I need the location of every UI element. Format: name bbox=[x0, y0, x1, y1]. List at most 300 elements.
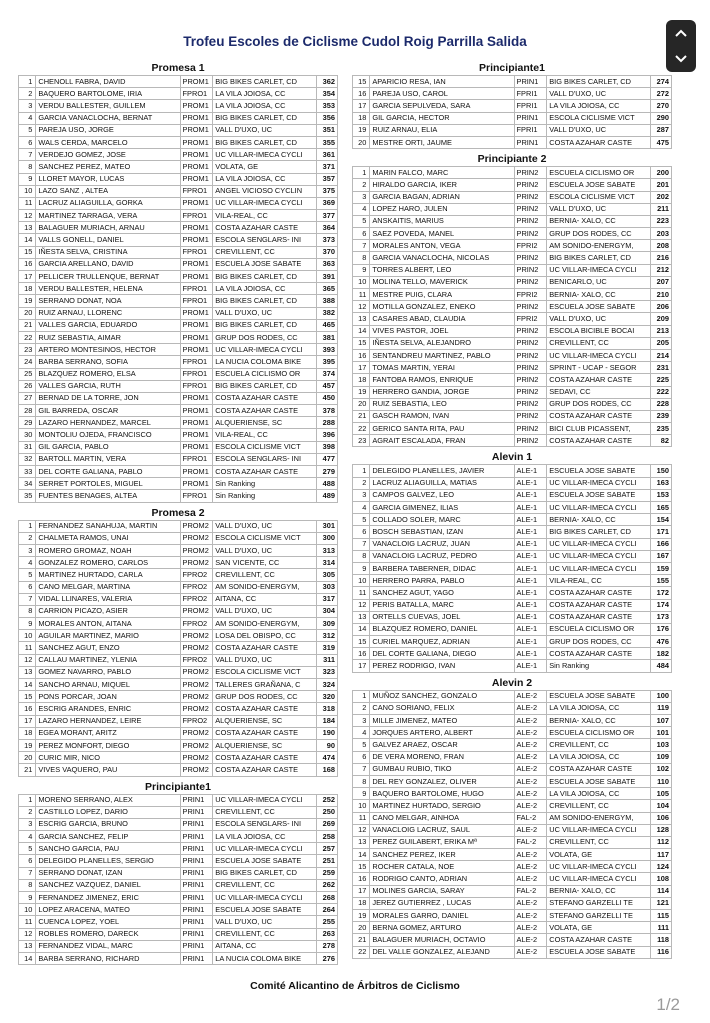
rider-name-cell: AGUILAR MARTINEZ, MARIO bbox=[36, 630, 180, 642]
bib-number-cell: 313 bbox=[316, 544, 338, 556]
position-cell: 6 bbox=[19, 136, 36, 148]
rider-name-cell: VIDAL LLINARES, VALERIA bbox=[36, 593, 180, 605]
rider-name-cell: GALVEZ ARAEZ, OSCAR bbox=[370, 739, 514, 751]
category-code-cell: PROM1 bbox=[180, 76, 213, 88]
bib-number-cell: 108 bbox=[650, 873, 672, 885]
table-row bbox=[19, 136, 338, 148]
bib-number-cell: 257 bbox=[316, 843, 338, 855]
rider-name-cell: DEL VALLE GONZALEZ, ALEJAND bbox=[370, 946, 514, 958]
bib-number-cell: 475 bbox=[650, 136, 672, 148]
position-cell: 13 bbox=[353, 836, 370, 848]
position-cell: 22 bbox=[353, 946, 370, 958]
table-row bbox=[353, 824, 672, 836]
rider-name-cell: MARTINEZ HURTADO, SERGIO bbox=[370, 800, 514, 812]
table-row bbox=[19, 149, 338, 161]
category-code-cell: ALE-1 bbox=[514, 477, 547, 489]
rider-name-cell: FUENTES BENAGES, ALTEA bbox=[36, 490, 180, 502]
rider-name-cell: LAZARO HERNANDEZ, LEIRE bbox=[36, 715, 180, 727]
club-cell: ESCUELA JOSE SABATE bbox=[547, 775, 650, 787]
club-cell: BERNIA- XALO, CC bbox=[547, 715, 650, 727]
club-cell: LA VILA JOIOSA, CC bbox=[547, 788, 650, 800]
table-row bbox=[19, 867, 338, 879]
club-cell: ANGEL VICIOSO CYCLIN bbox=[213, 185, 316, 197]
category-code-cell: PRIN2 bbox=[514, 325, 547, 337]
bib-number-cell: 155 bbox=[650, 575, 672, 587]
position-cell: 21 bbox=[19, 764, 36, 776]
position-cell: 7 bbox=[353, 763, 370, 775]
table-row bbox=[19, 952, 338, 964]
position-cell: 33 bbox=[19, 466, 36, 478]
position-cell: 16 bbox=[353, 648, 370, 660]
table-row bbox=[19, 855, 338, 867]
club-cell: UC VILLAR-IMECA CYCLI bbox=[547, 502, 650, 514]
table-row bbox=[19, 392, 338, 404]
category-code-cell: FPRI1 bbox=[514, 88, 547, 100]
category-title: Promesa 1 bbox=[151, 62, 205, 74]
bib-number-cell: 205 bbox=[650, 337, 672, 349]
table-row bbox=[353, 477, 672, 489]
rider-table bbox=[18, 75, 338, 503]
bib-number-cell: 391 bbox=[316, 271, 338, 283]
position-cell: 19 bbox=[19, 295, 36, 307]
club-cell: ALQUERIENSE, SC bbox=[213, 417, 316, 429]
bib-number-cell: 184 bbox=[316, 715, 338, 727]
rider-name-cell: ROMERO GROMAZ, NOAH bbox=[36, 544, 180, 556]
position-cell: 6 bbox=[19, 855, 36, 867]
club-cell: COSTA AZAHAR CASTE bbox=[213, 222, 316, 234]
bib-number-cell: 250 bbox=[316, 806, 338, 818]
rider-table bbox=[352, 166, 672, 447]
club-cell: ESCUELA JOSE SABATE bbox=[547, 489, 650, 501]
club-cell: LA VILA JOIOSA, CC bbox=[547, 702, 650, 714]
club-cell: ESCUELA CICLISMO OR bbox=[547, 167, 650, 179]
rider-name-cell: FANTOBA RAMOS, ENRIQUE bbox=[370, 374, 514, 386]
bib-number-cell: 167 bbox=[650, 550, 672, 562]
club-cell: AM SONIDO-ENERGYM, bbox=[213, 581, 316, 593]
position-cell: 34 bbox=[19, 478, 36, 490]
bib-number-cell: 371 bbox=[316, 161, 338, 173]
category-section bbox=[18, 507, 338, 777]
position-cell: 11 bbox=[19, 642, 36, 654]
club-cell: ESCOLA CICLISME VICT bbox=[213, 666, 316, 678]
rider-name-cell: PERIS BATALLA, MARC bbox=[370, 599, 514, 611]
club-cell: COSTA AZAHAR CASTE bbox=[547, 587, 650, 599]
bib-number-cell: 207 bbox=[650, 276, 672, 288]
position-cell: 32 bbox=[19, 453, 36, 465]
rider-name-cell: DELEGIDO PLANELLES, SERGIO bbox=[36, 855, 180, 867]
rider-name-cell: TORRES ALBERT, LEO bbox=[370, 264, 514, 276]
table-row bbox=[353, 690, 672, 702]
category-code-cell: ALE-1 bbox=[514, 575, 547, 587]
club-cell: VOLATA, GE bbox=[213, 161, 316, 173]
bib-number-cell: 374 bbox=[316, 368, 338, 380]
table-row bbox=[353, 836, 672, 848]
category-code-cell: FPRI2 bbox=[514, 289, 547, 301]
rider-name-cell: MORALES ANTON, AITANA bbox=[36, 618, 180, 630]
bib-number-cell: 225 bbox=[650, 374, 672, 386]
table-row bbox=[19, 100, 338, 112]
table-row bbox=[353, 587, 672, 599]
category-code-cell: ALE-1 bbox=[514, 550, 547, 562]
table-row bbox=[353, 386, 672, 398]
rider-name-cell: CANO SORIANO, FELIX bbox=[370, 702, 514, 714]
rider-name-cell: GARCIA VANACLOCHA, BERNAT bbox=[36, 112, 180, 124]
position-cell: 21 bbox=[353, 934, 370, 946]
rider-name-cell: PEREZ GUILABERT, ERIKA Mª bbox=[370, 836, 514, 848]
table-row bbox=[19, 429, 338, 441]
club-cell: VILA-REAL, CC bbox=[547, 575, 650, 587]
bib-number-cell: 457 bbox=[316, 380, 338, 392]
club-cell: UC VILLAR-IMECA CYCLI bbox=[213, 197, 316, 209]
club-cell: ESCOLA BICIBLE BOCAI bbox=[547, 325, 650, 337]
bib-number-cell: 314 bbox=[316, 557, 338, 569]
bib-number-cell: 101 bbox=[650, 727, 672, 739]
bib-number-cell: 223 bbox=[650, 215, 672, 227]
position-cell: 13 bbox=[19, 666, 36, 678]
bib-number-cell: 377 bbox=[316, 210, 338, 222]
table-row bbox=[19, 654, 338, 666]
rider-name-cell: GERICO SANTA RITA, PAU bbox=[370, 423, 514, 435]
page-indicator: 1/2 bbox=[656, 995, 680, 1014]
rider-table bbox=[352, 464, 672, 672]
table-row bbox=[353, 136, 672, 148]
bib-number-cell: 112 bbox=[650, 836, 672, 848]
category-code-cell: PRIN1 bbox=[180, 928, 213, 940]
table-row bbox=[353, 648, 672, 660]
rider-name-cell: SANCHO ARNAU, MIQUEL bbox=[36, 679, 180, 691]
category-code-cell: ALE-2 bbox=[514, 800, 547, 812]
table-row bbox=[353, 910, 672, 922]
bib-number-cell: 382 bbox=[316, 307, 338, 319]
position-cell: 8 bbox=[19, 879, 36, 891]
table-row bbox=[19, 356, 338, 368]
club-cell: VALL D'UXO, UC bbox=[213, 520, 316, 532]
category-code-cell: PROM1 bbox=[180, 197, 213, 209]
rider-name-cell: FERNANDEZ VIDAL, MARC bbox=[36, 940, 180, 952]
rider-name-cell: CURIC MIR, NICO bbox=[36, 752, 180, 764]
table-row bbox=[353, 812, 672, 824]
category-code-cell: PROM1 bbox=[180, 124, 213, 136]
position-cell: 8 bbox=[353, 252, 370, 264]
bib-number-cell: 121 bbox=[650, 897, 672, 909]
rider-name-cell: RODRIGO CANTO, ADRIAN bbox=[370, 873, 514, 885]
category-code-cell: PROM1 bbox=[180, 392, 213, 404]
table-row bbox=[19, 831, 338, 843]
rider-name-cell: PEREZ RODRIGO, IVAN bbox=[370, 660, 514, 672]
bib-number-cell: 270 bbox=[650, 100, 672, 112]
category-code-cell: ALE-2 bbox=[514, 763, 547, 775]
table-row bbox=[19, 879, 338, 891]
bib-number-cell: 373 bbox=[316, 234, 338, 246]
bib-number-cell: 165 bbox=[650, 502, 672, 514]
position-cell: 15 bbox=[353, 861, 370, 873]
rider-name-cell: CHENOLL FABRA, DAVID bbox=[36, 76, 180, 88]
club-cell: COSTA AZAHAR CASTE bbox=[213, 752, 316, 764]
rider-table bbox=[352, 75, 672, 149]
category-code-cell: PRIN2 bbox=[514, 203, 547, 215]
bib-number-cell: 287 bbox=[650, 124, 672, 136]
category-section bbox=[18, 781, 338, 966]
category-code-cell: FPRO2 bbox=[180, 569, 213, 581]
position-cell: 5 bbox=[353, 739, 370, 751]
club-cell: LOSA DEL OBISPO, CC bbox=[213, 630, 316, 642]
category-section bbox=[352, 677, 672, 959]
position-cell: 13 bbox=[19, 222, 36, 234]
table-row bbox=[19, 904, 338, 916]
category-code-cell: ALE-2 bbox=[514, 922, 547, 934]
rider-name-cell: RUIZ ARNAU, LLORENC bbox=[36, 307, 180, 319]
rider-name-cell: ESCRIG ARANDES, ENRIC bbox=[36, 703, 180, 715]
position-cell: 10 bbox=[353, 800, 370, 812]
table-row bbox=[19, 246, 338, 258]
bib-number-cell: 364 bbox=[316, 222, 338, 234]
table-row bbox=[19, 642, 338, 654]
rider-name-cell: APARICIO RESA, IAN bbox=[370, 76, 514, 88]
bib-number-cell: 182 bbox=[650, 648, 672, 660]
club-cell: LA VILA JOIOSA, CC bbox=[547, 751, 650, 763]
category-code-cell: PROM1 bbox=[180, 112, 213, 124]
club-cell: UC VILLAR-IMECA CYCLI bbox=[547, 824, 650, 836]
category-code-cell: PRIN1 bbox=[180, 940, 213, 952]
rider-name-cell: RUIZ SEBASTIA, AIMAR bbox=[36, 331, 180, 343]
club-cell: BERNIA- XALO, CC bbox=[547, 885, 650, 897]
bib-number-cell: 202 bbox=[650, 191, 672, 203]
rider-name-cell: BARBA SERRANO, SOFIA bbox=[36, 356, 180, 368]
club-cell: ESCUELA JOSE SABATE bbox=[547, 946, 650, 958]
bib-number-cell: 353 bbox=[316, 100, 338, 112]
table-row bbox=[19, 557, 338, 569]
rider-name-cell: DEL CORTE GALIANA, DIEGO bbox=[370, 648, 514, 660]
position-cell: 10 bbox=[353, 276, 370, 288]
table-row bbox=[353, 788, 672, 800]
position-cell: 3 bbox=[19, 544, 36, 556]
rider-name-cell: MESTRE ORTI, JAUME bbox=[370, 136, 514, 148]
bib-number-cell: 119 bbox=[650, 702, 672, 714]
table-row bbox=[19, 344, 338, 356]
table-row bbox=[19, 532, 338, 544]
table-row bbox=[19, 271, 338, 283]
rider-name-cell: BOSCH SEBASTIAN, IZAN bbox=[370, 526, 514, 538]
club-cell: UC VILLAR-IMECA CYCLI bbox=[213, 843, 316, 855]
bib-number-cell: 103 bbox=[650, 739, 672, 751]
category-title: Principiante1 bbox=[479, 62, 545, 74]
bib-number-cell: 263 bbox=[316, 928, 338, 940]
club-cell: GRUP DOS RODES, CC bbox=[547, 228, 650, 240]
position-cell: 17 bbox=[353, 362, 370, 374]
category-code-cell: ALE-1 bbox=[514, 514, 547, 526]
table-row bbox=[353, 897, 672, 909]
position-cell: 4 bbox=[19, 831, 36, 843]
table-row bbox=[353, 849, 672, 861]
position-cell: 13 bbox=[353, 611, 370, 623]
bib-number-cell: 309 bbox=[316, 618, 338, 630]
bib-number-cell: 111 bbox=[650, 922, 672, 934]
position-cell: 17 bbox=[353, 660, 370, 672]
rider-name-cell: SANCHEZ AGUT, ENZO bbox=[36, 642, 180, 654]
position-cell: 7 bbox=[19, 593, 36, 605]
club-cell: UC VILLAR-IMECA CYCLI bbox=[547, 538, 650, 550]
bib-number-cell: 110 bbox=[650, 775, 672, 787]
club-cell: BERNIA- XALO, CC bbox=[547, 289, 650, 301]
bib-number-cell: 201 bbox=[650, 179, 672, 191]
category-section bbox=[352, 451, 672, 672]
position-cell: 13 bbox=[19, 940, 36, 952]
position-cell: 17 bbox=[19, 715, 36, 727]
club-cell: TALLERES GRAÑANA, C bbox=[213, 679, 316, 691]
position-cell: 8 bbox=[353, 775, 370, 787]
position-cell: 9 bbox=[19, 618, 36, 630]
category-code-cell: ALE-2 bbox=[514, 861, 547, 873]
category-code-cell: PROM1 bbox=[180, 136, 213, 148]
club-cell: BIG BIKES CARLET, CD bbox=[547, 76, 650, 88]
rider-name-cell: ARTERO MONTESINOS, HECTOR bbox=[36, 344, 180, 356]
category-code-cell: ALE-1 bbox=[514, 465, 547, 477]
table-row bbox=[19, 283, 338, 295]
category-code-cell: ALE-1 bbox=[514, 526, 547, 538]
table-row bbox=[353, 751, 672, 763]
club-cell: LA VILA JOIOSA, CC bbox=[213, 831, 316, 843]
position-cell: 10 bbox=[353, 575, 370, 587]
bib-number-cell: 320 bbox=[316, 691, 338, 703]
bib-number-cell: 477 bbox=[316, 453, 338, 465]
table-row bbox=[19, 124, 338, 136]
category-code-cell: PROM1 bbox=[180, 161, 213, 173]
club-cell: ESCOLA CICLISME VICT bbox=[547, 191, 650, 203]
category-code-cell: ALE-1 bbox=[514, 648, 547, 660]
position-cell: 6 bbox=[353, 228, 370, 240]
category-code-cell: ALE-1 bbox=[514, 538, 547, 550]
club-cell: COSTA AZAHAR CASTE bbox=[547, 611, 650, 623]
position-cell: 30 bbox=[19, 429, 36, 441]
category-code-cell: PRIN2 bbox=[514, 167, 547, 179]
position-cell: 16 bbox=[19, 703, 36, 715]
bib-number-cell: 228 bbox=[650, 398, 672, 410]
rider-name-cell: MESTRE PUIG, CLARA bbox=[370, 289, 514, 301]
club-cell: VALL D'UXO, UC bbox=[213, 307, 316, 319]
bib-number-cell: 163 bbox=[650, 477, 672, 489]
bib-number-cell: 222 bbox=[650, 386, 672, 398]
table-row bbox=[19, 490, 338, 502]
rider-name-cell: SANCHEZ PEREZ, MATEO bbox=[36, 161, 180, 173]
table-row bbox=[353, 934, 672, 946]
club-cell: LA VILA JOIOSA, CC bbox=[213, 88, 316, 100]
category-code-cell: FPRO1 bbox=[180, 210, 213, 222]
rider-table bbox=[18, 520, 338, 777]
chevron-up-icon[interactable] bbox=[666, 20, 696, 46]
table-row bbox=[19, 185, 338, 197]
table-row bbox=[19, 76, 338, 88]
club-cell: UC VILLAR-IMECA CYCLI bbox=[213, 794, 316, 806]
position-cell: 7 bbox=[353, 538, 370, 550]
table-row bbox=[353, 349, 672, 361]
chevron-down-icon[interactable] bbox=[666, 46, 696, 72]
category-code-cell: PROM2 bbox=[180, 642, 213, 654]
position-cell: 10 bbox=[19, 185, 36, 197]
category-code-cell: PRIN2 bbox=[514, 374, 547, 386]
club-cell: AITANA, CC bbox=[213, 940, 316, 952]
rider-name-cell: MORENO SERRANO, ALEX bbox=[36, 794, 180, 806]
bib-number-cell: 488 bbox=[316, 478, 338, 490]
club-cell: ESCUELA CICLISMO OR bbox=[547, 727, 650, 739]
bib-number-cell: 116 bbox=[650, 946, 672, 958]
club-cell: STEFANO GARZELLI TE bbox=[547, 910, 650, 922]
position-cell: 20 bbox=[19, 752, 36, 764]
category-code-cell: PRIN2 bbox=[514, 191, 547, 203]
bib-number-cell: 311 bbox=[316, 654, 338, 666]
club-cell: ALQUERIENSE, SC bbox=[213, 739, 316, 751]
rider-name-cell: VANACLOIG LACRUZ, SAUL bbox=[370, 824, 514, 836]
bib-number-cell: 274 bbox=[650, 76, 672, 88]
rider-name-cell: SANCHEZ AGUT, YAGO bbox=[370, 587, 514, 599]
category-title: Alevin 1 bbox=[491, 451, 533, 464]
club-cell: GRUP DOS RODES, CC bbox=[213, 331, 316, 343]
rider-name-cell: MARTINEZ HURTADO, CARLA bbox=[36, 569, 180, 581]
club-cell: VALL D'UXO, UC bbox=[547, 203, 650, 215]
club-cell: BIG BIKES CARLET, CD bbox=[213, 319, 316, 331]
position-cell: 6 bbox=[19, 581, 36, 593]
position-cell: 3 bbox=[353, 191, 370, 203]
table-row bbox=[19, 916, 338, 928]
category-code-cell: PROM1 bbox=[180, 478, 213, 490]
club-cell: VALL D'UXO, UC bbox=[547, 124, 650, 136]
category-code-cell: PROM1 bbox=[180, 331, 213, 343]
table-row bbox=[353, 179, 672, 191]
bib-number-cell: 301 bbox=[316, 520, 338, 532]
position-cell: 2 bbox=[19, 806, 36, 818]
category-code-cell: FPRO1 bbox=[180, 246, 213, 258]
rider-name-cell: JEREZ GUTIERREZ , LUCAS bbox=[370, 897, 514, 909]
table-row bbox=[19, 112, 338, 124]
category-code-cell: PRIN1 bbox=[180, 916, 213, 928]
rider-name-cell: BARBERA TABERNER, DIDAC bbox=[370, 562, 514, 574]
club-cell: COSTA AZAHAR CASTE bbox=[547, 435, 650, 447]
rider-name-cell: GONZALEZ ROMERO, CARLOS bbox=[36, 557, 180, 569]
club-cell: GRUP DOS RODES, CC bbox=[547, 636, 650, 648]
table-row bbox=[353, 727, 672, 739]
table-row bbox=[19, 417, 338, 429]
rider-name-cell: DELEGIDO PLANELLES, JAVIER bbox=[370, 465, 514, 477]
club-cell: Sin Ranking bbox=[547, 660, 650, 672]
position-cell: 2 bbox=[19, 532, 36, 544]
category-code-cell: PRIN1 bbox=[180, 892, 213, 904]
category-code-cell: PRIN1 bbox=[180, 867, 213, 879]
club-cell: UC VILLAR-IMECA CYCLI bbox=[547, 550, 650, 562]
table-row bbox=[19, 794, 338, 806]
club-cell: ALQUERIENSE, SC bbox=[213, 715, 316, 727]
category-code-cell: PRIN1 bbox=[180, 843, 213, 855]
position-cell: 24 bbox=[19, 356, 36, 368]
rider-name-cell: MARIN FALCO, MARC bbox=[370, 167, 514, 179]
rider-name-cell: GARCIA BAGAN, ADRIAN bbox=[370, 191, 514, 203]
bib-number-cell: 190 bbox=[316, 727, 338, 739]
category-code-cell: ALE-1 bbox=[514, 611, 547, 623]
bib-number-cell: 388 bbox=[316, 295, 338, 307]
table-row bbox=[19, 569, 338, 581]
bib-number-cell: 276 bbox=[316, 952, 338, 964]
rider-name-cell: IÑESTA SELVA, CRISTINA bbox=[36, 246, 180, 258]
bib-number-cell: 213 bbox=[650, 325, 672, 337]
club-cell: VILA-REAL, CC bbox=[213, 429, 316, 441]
category-code-cell: PRIN2 bbox=[514, 215, 547, 227]
category-code-cell: FPRO1 bbox=[180, 453, 213, 465]
position-cell: 11 bbox=[19, 197, 36, 209]
club-cell: ESCUELA JOSE SABATE bbox=[547, 465, 650, 477]
category-title: Alevin 2 bbox=[491, 676, 533, 689]
table-row bbox=[19, 222, 338, 234]
position-cell: 11 bbox=[353, 289, 370, 301]
table-row bbox=[19, 581, 338, 593]
table-row bbox=[353, 599, 672, 611]
